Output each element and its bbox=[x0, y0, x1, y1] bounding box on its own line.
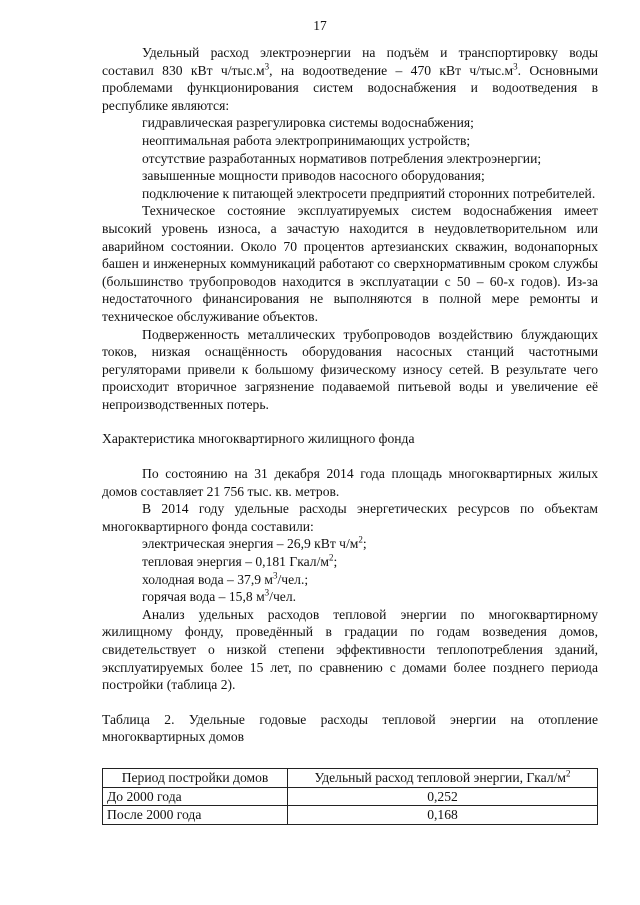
document-body bbox=[102, 44, 598, 825]
paragraph-text: Удельный расход электроэнергии на подъём и транспортировку воды составил 830 кВт ч/тыс.м bbox=[102, 45, 598, 78]
table-row bbox=[103, 806, 598, 825]
problems-list bbox=[102, 114, 598, 202]
superscript: 3 bbox=[264, 587, 270, 598]
cell-value: 0,252 bbox=[288, 787, 598, 806]
resource-tail: /чел. bbox=[269, 589, 297, 605]
column-header-consumption bbox=[288, 768, 598, 787]
superscript: 3 bbox=[273, 570, 278, 581]
resource-tail: ; bbox=[333, 554, 338, 570]
list-item bbox=[102, 571, 598, 589]
table-caption: Таблица 2. Удельные годовые расходы тепловой энергии на отопление многоквартирных домов bbox=[102, 711, 598, 745]
resource-text: тепловая энергия – 0,181 Гкал/м bbox=[142, 554, 329, 570]
list-item: завышенные мощности приводов насосного оборудования; bbox=[142, 168, 485, 184]
paragraph-housing-area: По состоянию на 31 декабря 2014 года площадь многоквартирных жилых домов составляет 21 756 тыс. кв. метров. bbox=[102, 466, 598, 499]
column-header-text: Удельный расход тепловой энергии, Гкал/м bbox=[314, 769, 566, 785]
list-item: подключение к питающей электросети предприятий сторонних потребителей. bbox=[142, 185, 596, 201]
resource-text: холодная вода – 37,9 м bbox=[142, 571, 274, 587]
paragraph-text: . Основными проблемами функционирования систем водоснабжения и водоотведения в республике являются: bbox=[102, 62, 598, 113]
section-heading: Характеристика многоквартирного жилищного фонда bbox=[102, 431, 415, 447]
cell-period: До 2000 года bbox=[103, 787, 288, 806]
paragraph-resources-intro: В 2014 году удельные расходы энергетических ресурсов по объектам многоквартирного фонда составили: bbox=[102, 501, 598, 534]
paragraph-technical-state: Техническое состояние эксплуатируемых систем водоснабжения имеет высокий уровень износа, а зачастую находится в неудовлетворительном или аварийном состоянии. Около 70 процентов артезианских скважин, водонапорных башен и инженерных коммуникаций работают со сверхнормативным сроком службы (большинство трубопроводов находится в эксплуатации с 50 – 60-х годов). Из-за недостаточного финансирования не выполняются в полной мере ремонты и техническое обслуживание объектов. bbox=[102, 203, 598, 324]
paragraph-energy-consumption bbox=[102, 44, 598, 114]
table-row bbox=[103, 787, 598, 806]
column-header-period: Период постройки домов bbox=[103, 768, 288, 787]
resource-tail: /чел.; bbox=[277, 571, 309, 587]
list-item: отсутствие разработанных нормативов потребления электроэнергии; bbox=[142, 150, 542, 166]
paragraph-text: , на водоотведение – 470 кВт ч/тыс.м bbox=[269, 62, 514, 78]
list-item bbox=[102, 588, 598, 606]
paragraph-analysis: Анализ удельных расходов тепловой энергии по многоквартирному жилищному фонду, проведённый в градации по годам возведения домов, свидетельствует о низкой степени эффективности теплопотребления зданий, эксплуатируемых более 15 лет, по сравнению с домами более позднего периода постройки (таблица 2). bbox=[102, 606, 598, 693]
list-item bbox=[102, 553, 598, 571]
resource-text: электрическая энергия – 26,9 кВт ч/м bbox=[142, 536, 359, 552]
heat-consumption-table bbox=[102, 768, 598, 825]
cell-value: 0,168 bbox=[288, 806, 598, 825]
list-item bbox=[102, 535, 598, 553]
superscript: 2 bbox=[358, 534, 363, 545]
list-item: неоптимальная работа электропринимающих устройств; bbox=[142, 132, 471, 148]
paragraph-stray-currents: Подверженность металлических трубопроводов воздействию блуждающих токов, низкая оснащённость оборудования насосных станций частотными регуляторами привели к большому физическому износу сетей. В результате чего происходит вторичное загрязнение подаваемой питьевой воды и увеличение её непроизводственных потерь. bbox=[102, 326, 598, 412]
table-header-row bbox=[103, 768, 598, 787]
resource-tail: ; bbox=[362, 536, 367, 552]
resource-text: горячая вода – 15,8 м bbox=[142, 589, 265, 605]
list-item: гидравлическая разрегулировка системы водоснабжения; bbox=[142, 115, 474, 131]
resources-list bbox=[102, 535, 598, 605]
superscript: 2 bbox=[565, 768, 571, 779]
superscript: 2 bbox=[328, 552, 334, 563]
superscript: 3 bbox=[264, 61, 270, 72]
cell-period: После 2000 года bbox=[103, 806, 288, 825]
page-number: 17 bbox=[313, 18, 327, 33]
superscript: 3 bbox=[513, 61, 518, 72]
